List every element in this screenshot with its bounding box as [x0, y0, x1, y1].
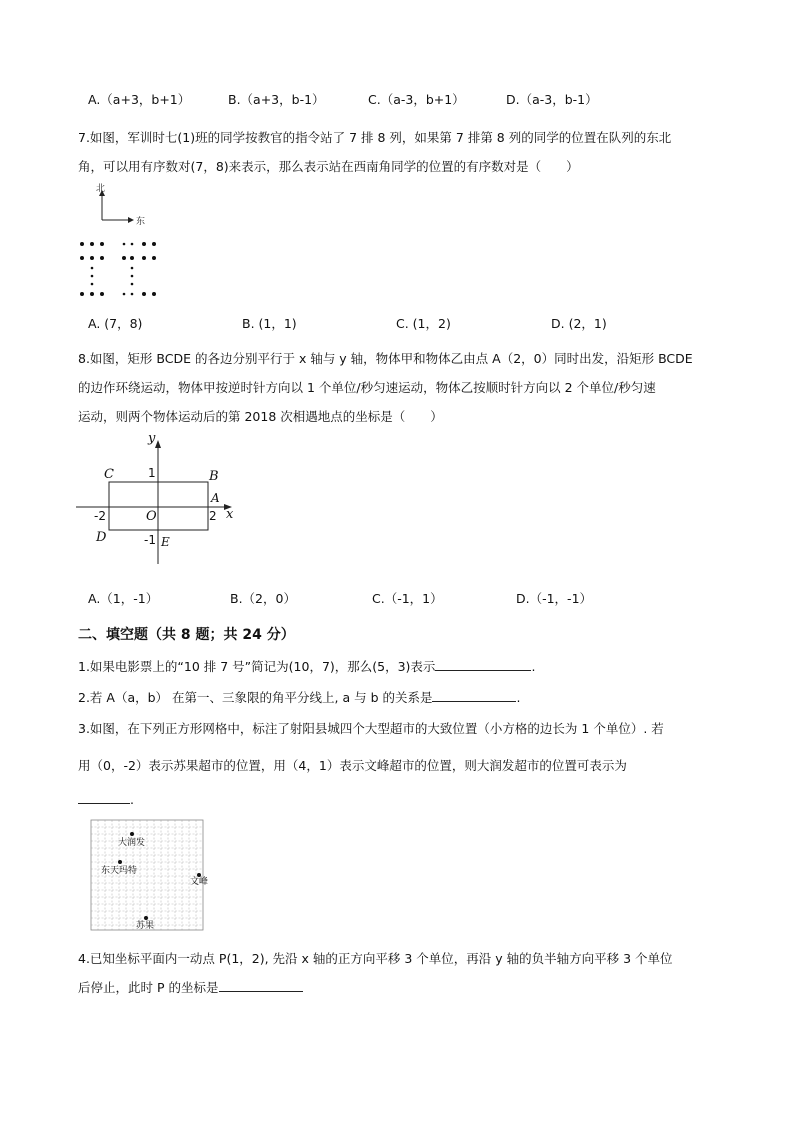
point-a-label: A	[211, 491, 220, 505]
q8-figure	[74, 428, 244, 568]
fill-q2-text: 2.若 A（a，b） 在第一、三象限的角平分线上, a 与 b 的关系是	[78, 690, 433, 705]
darunfa-label: 大润发	[118, 838, 146, 848]
q8-stem-line2: 的边作环绕运动，物体甲按逆时针方向以 1 个单位/秒匀速运动，物体乙按顺时针方向以 2 个单位/秒匀速	[78, 380, 656, 395]
fill-q4-stem-line2	[78, 978, 303, 996]
section-2-title: 二、填空题（共 8 题；共 24 分）	[78, 627, 295, 643]
point-e-label: E	[161, 535, 170, 549]
q6-option-a: A.（a+3，b+1）	[88, 92, 191, 107]
fill-q4-stem-line1: 4.已知坐标平面内一动点 P(1，2), 先沿 x 轴的正方向平移 3 个单位，再沿 y 轴的负半轴方向平移 3 个单位	[78, 951, 673, 966]
y-axis-label: y	[148, 431, 156, 446]
north-label: 北	[96, 184, 106, 194]
fill-q2	[78, 688, 520, 706]
fill-q1	[78, 657, 535, 675]
q7-option-c: C. (1，2)	[396, 316, 451, 331]
q7-figure	[78, 182, 178, 302]
q6-option-d: D.（a-3，b-1）	[506, 92, 598, 107]
fill-q2-blank[interactable]	[432, 689, 516, 702]
fill-q4-text: 后停止，此时 P 的坐标是	[78, 980, 219, 995]
q6-option-b: B.（a+3，b-1）	[228, 92, 325, 107]
fill-q2-end: .	[516, 690, 521, 705]
suguo-point	[144, 916, 148, 920]
q7-option-a: A. (7，8)	[88, 316, 143, 331]
q7-stem-line1: 7.如图，军训时七(1)班的同学按教官的指令站了 7 排 8 列，如果第 7 排第 8 列的同学的位置在队列的东北	[78, 130, 672, 145]
q7-stem-line2: 角，可以用有序数对(7，8)来表示，那么表示站在西南角同学的位置的有序数对是（ ）	[78, 159, 579, 174]
q7-option-b: B. (1，1)	[242, 316, 297, 331]
q8-option-a: A.（1，-1）	[88, 591, 159, 606]
fill-q1-text: 1.如果电影票上的“10 排 7 号”简记为(10，7)，那么(5，3)表示	[78, 659, 436, 674]
origin-label: O	[146, 509, 157, 524]
q8-stem-line3: 运动，则两个物体运动后的第 2018 次相遇地点的坐标是（ ）	[78, 409, 443, 424]
suguo-label: 苏果	[136, 921, 155, 931]
point-b-label: B	[209, 469, 219, 484]
point-c-label: C	[104, 467, 114, 482]
q8-option-d: D.（-1，-1）	[516, 591, 593, 606]
q7-option-d: D. (2，1)	[551, 316, 607, 331]
tick-1: 1	[148, 466, 156, 480]
fill-q3-answer	[78, 791, 134, 807]
fill-q3-blank[interactable]	[78, 791, 130, 804]
fill-q3-grid-figure	[91, 820, 209, 932]
darunfa-point	[130, 832, 134, 836]
dongtian-point	[118, 860, 122, 864]
q8-option-b: B.（2，0）	[230, 591, 296, 606]
q8-option-c: C.（-1，1）	[372, 591, 443, 606]
fill-q3-end: .	[130, 792, 134, 807]
tick-neg2: -2	[94, 509, 106, 523]
tick-neg1: -1	[144, 533, 156, 547]
x-axis-label: x	[226, 507, 234, 522]
east-arrow-head	[128, 217, 134, 223]
y-axis-arrow	[155, 440, 161, 448]
dongtian-label: 东天玛特	[101, 866, 138, 876]
q8-stem-line1: 8.如图，矩形 BCDE 的各边分别平行于 x 轴与 y 轴，物体甲和物体乙由点 A（2，0）同时出发，沿矩形 BCDE	[78, 351, 693, 366]
formation-dots	[80, 242, 156, 296]
fill-q3-stem-line1: 3.如图，在下列正方形网格中，标注了射阳县城四个大型超市的大致位置（小方格的边长为 1 个单位）. 若	[78, 721, 664, 736]
fill-q1-end: .	[531, 659, 536, 674]
fill-q3-stem-line2: 用（0，-2）表示苏果超市的位置，用（4，1）表示文峰超市的位置，则大润发超市的位置可表示为	[78, 758, 627, 773]
tick-2: 2	[209, 509, 217, 523]
east-label: 东	[136, 217, 146, 227]
fill-q4-blank[interactable]	[219, 979, 303, 992]
wenfeng-label: 文峰	[190, 877, 209, 887]
fill-q1-blank[interactable]	[435, 658, 531, 671]
q6-option-c: C.（a-3，b+1）	[368, 92, 465, 107]
point-d-label: D	[96, 530, 107, 545]
